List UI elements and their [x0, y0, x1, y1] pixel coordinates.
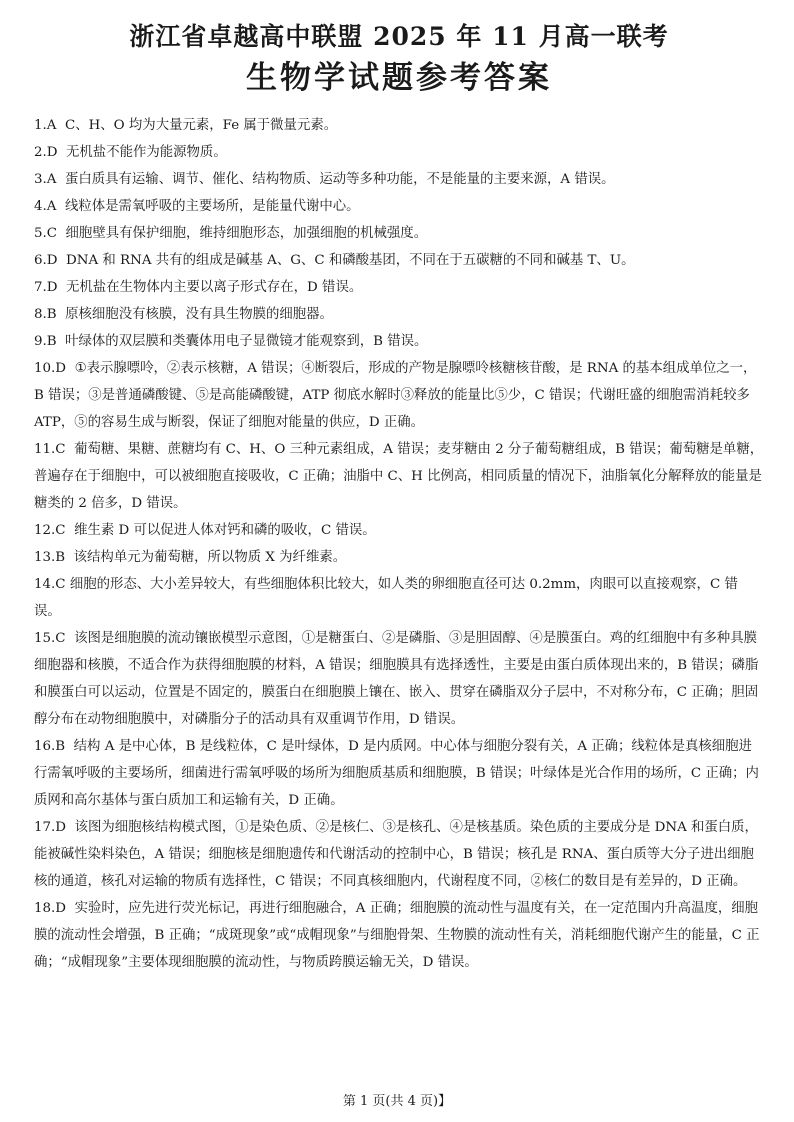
- answer-explanation: 无机盐不能作为能源物质。: [66, 145, 227, 160]
- answer-number: 13.B: [34, 550, 66, 565]
- answer-explanation: 叶绿体的双层膜和类囊体用电子显微镜才能观察到，B 错误。: [65, 334, 428, 349]
- answer-item: [34, 544, 764, 571]
- answer-explanation: 原核细胞没有核膜，没有具生物膜的细胞器。: [65, 307, 333, 322]
- answer-item: [34, 274, 764, 301]
- answer-item: [34, 220, 764, 247]
- answer-item: [34, 247, 764, 274]
- answer-number: 7.D: [34, 280, 58, 295]
- answer-item: [34, 193, 764, 220]
- answer-list: [34, 112, 764, 976]
- answer-number: 12.C: [34, 523, 66, 538]
- page-number: 第 1 页(共 4 页)】: [342, 1094, 452, 1109]
- answer-item: [34, 814, 764, 895]
- answer-explanation: 葡萄糖、果糖、蔗糖均有 C、H、O 三种元素组成，A 错误；麦芽糖由 2 分子葡萄糖组成，B 错误；葡萄糖是单糖，普遍存在于细胞中，可以被细胞直接吸收，C 正确；油脂中 C、H 比例高，相同质量的情况下，油脂氧化分解释放的能量是糖类的 2 倍多，D 错误。: [34, 442, 764, 511]
- answer-item: [34, 112, 764, 139]
- answer-number: 9.B: [34, 334, 57, 349]
- answer-item: [34, 733, 764, 814]
- answer-explanation: 该图为细胞核结构模式图，①是染色质、②是核仁、③是核孔、④是核基质。染色质的主要成分是 DNA 和蛋白质，能被碱性染料染色，A 错误；细胞核是细胞遗传和代谢活动的控制中心，B 错误；核孔是 RNA、蛋白质等大分子进出细胞核的通道，核孔对运输的物质有选择性，C 错误；不同真核细胞内，代谢程度不同，②核仁的数目是有差异的，D 正确。: [34, 820, 758, 889]
- answer-item: [34, 166, 764, 193]
- answer-explanation: 线粒体是需氧呼吸的主要场所，是能量代谢中心。: [64, 199, 360, 214]
- answer-number: 16.B: [34, 739, 66, 754]
- answer-item: [34, 355, 764, 436]
- answer-explanation: 实验时，应先进行荧光标记，再进行细胞融合，A 正确；细胞膜的流动性与温度有关，在一定范围内升高温度，细胞膜的流动性会增强，B 正确；“成斑现象”或“成帽现象”与细胞骨架、生物膜的流动性有关，消耗细胞代谢产生的能量，C 正确；“成帽现象”主要体现细胞膜的流动性，与物质跨膜运输无关，D 错误。: [34, 901, 760, 970]
- answer-explanation: 维生素 D 可以促进人体对钙和磷的吸收，C 错误。: [74, 523, 376, 538]
- answer-item: [34, 625, 764, 733]
- answer-explanation: C、H、O 均为大量元素，Fe 属于微量元素。: [64, 118, 338, 133]
- answer-number: 6.D: [34, 253, 58, 268]
- answer-item: [34, 571, 764, 625]
- answer-number: 10.D: [34, 361, 67, 376]
- exam-title: 浙江省卓越高中联盟 2025 年 11 月高一联考: [129, 22, 669, 51]
- answer-number: 1.A: [34, 118, 57, 133]
- answer-explanation: 无机盐在生物体内主要以离子形式存在，D 错误。: [66, 280, 363, 295]
- answer-item: [34, 517, 764, 544]
- answer-explanation: 蛋白质具有运输、调节、催化、结构物质、运动等多种功能，不是能量的主要来源，A 错误。: [64, 172, 615, 187]
- answer-explanation: DNA 和 RNA 共有的组成是碱基 A、G、C 和磷酸基团，不同在于五碳糖的不同和碱基 T、U。: [66, 253, 635, 268]
- answer-explanation: 结构 A 是中心体，B 是线粒体，C 是叶绿体，D 是内质网。中心体与细胞分裂有关，A 正确；线粒体是真核细胞进行需氧呼吸的主要场所，细菌进行需氧呼吸的场所为细胞质基质和细胞膜，B 错误；叶绿体是光合作用的场所，C 正确；内质网和高尔基体与蛋白质加工和运输有关，D 正确。: [34, 739, 759, 808]
- answer-explanation: 该结构单元为葡萄糖，所以物质 X 为纤维素。: [73, 550, 347, 565]
- answer-number: 5.C: [34, 226, 58, 241]
- answer-item: [34, 895, 764, 976]
- document-title: 生物学试题参考答案: [246, 60, 552, 96]
- answer-number: 18.D: [34, 901, 67, 916]
- answer-item: [34, 436, 764, 517]
- answer-explanation: 细胞的形态、大小差异较大，有些细胞体积比较大，如人类的卵细胞直径可达 0.2mm，肉眼可以直接观察，C 错误。: [34, 577, 738, 619]
- answer-explanation: 该图是细胞膜的流动镶嵌模型示意图，①是糖蛋白、②是磷脂、③是胆固醇、④是膜蛋白。鸡的红细胞中有多种具膜细胞器和核膜，不适合作为获得细胞膜的材料，A 错误；细胞膜具有选择透性，主要是由蛋白质体现出来的，B 错误；磷脂和膜蛋白可以运动，位置是不固定的，膜蛋白在细胞膜上镶在、嵌入、贯穿在磷脂双分子层中，不对称分布，C 正确；胆固醇分布在动物细胞膜中，对磷脂分子的活动具有双重调节作用，D 错误。: [34, 631, 759, 727]
- answer-item: [34, 139, 764, 166]
- answer-number: 17.D: [34, 820, 67, 835]
- answer-number: 3.A: [34, 172, 57, 187]
- answer-number: 2.D: [34, 145, 58, 160]
- answer-item: [34, 328, 764, 355]
- answer-explanation: ①表示腺嘌呤，②表示核糖，A 错误；④断裂后，形成的产物是腺嘌呤核糖核苷酸，是 RNA 的基本组成单位之一，B 错误；③是普通磷酸键、⑤是高能磷酸键，ATP 彻底水解时③释放的能量比⑤少，C 错误；代谢旺盛的细胞需消耗较多 ATP，⑤的容易生成与断裂，保证了细胞对能量的供应，D 正确。: [34, 361, 757, 430]
- answer-number: 8.B: [34, 307, 57, 322]
- answer-number: 11.C: [34, 442, 66, 457]
- answer-number: 4.A: [34, 199, 57, 214]
- answer-number: 15.C: [34, 631, 66, 646]
- answer-explanation: 细胞壁具有保护细胞，维持细胞形态，加强细胞的机械强度。: [65, 226, 428, 241]
- answer-number: 14.C: [34, 577, 66, 592]
- answer-item: [34, 301, 764, 328]
